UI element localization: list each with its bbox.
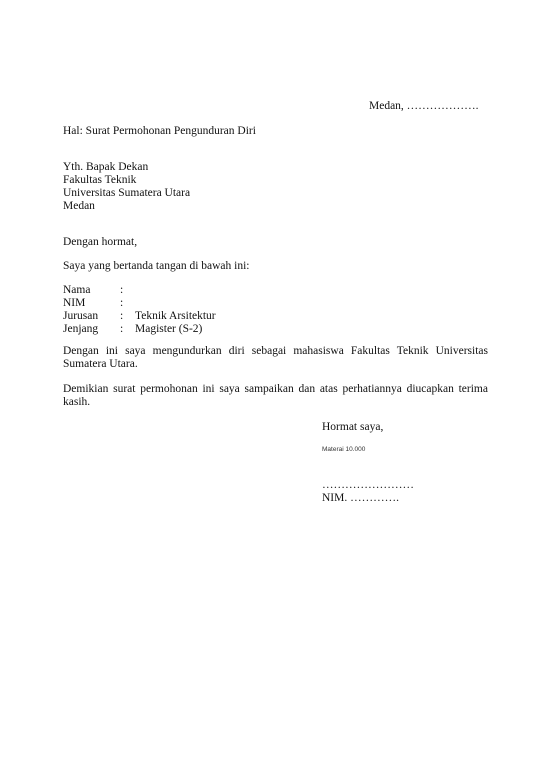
field-row-jurusan <box>63 310 363 323</box>
place-date: Medan, ………………. <box>369 100 479 112</box>
letter-subject: Hal: Surat Permohonan Pengunduran Diri <box>63 125 256 137</box>
field-colon: : <box>120 284 124 296</box>
intro-text: Saya yang bertanda tangan di bawah ini: <box>63 260 250 272</box>
field-label: Jurusan <box>63 310 99 322</box>
field-row-nim <box>63 297 363 310</box>
field-label: NIM <box>63 297 86 309</box>
recipient-line-4: Medan <box>63 200 95 212</box>
recipient-line-1: Yth. Bapak Dekan <box>63 161 149 173</box>
recipient-line-2: Fakultas Teknik <box>63 174 137 186</box>
field-value: Teknik Arsitektur <box>135 310 216 322</box>
field-colon: : <box>120 297 124 309</box>
identity-fields <box>63 284 363 336</box>
recipient-address <box>63 161 190 213</box>
field-row-nama <box>63 284 363 297</box>
field-row-jenjang <box>63 323 363 336</box>
recipient-line-3: Universitas Sumatera Utara <box>63 187 191 199</box>
greeting: Dengan hormat, <box>63 236 138 248</box>
body-paragraph: Dengan ini saya mengundurkan diri sebagai mahasiswa Fakultas Teknik Universitas Sumatera Utara. <box>63 345 488 370</box>
signature-name-line: …………………… <box>322 479 414 491</box>
field-label: Jenjang <box>63 323 99 335</box>
closing-paragraph: Demikian surat permohonan ini saya sampaikan dan atas perhatiannya diucapkan terima kasih. <box>63 383 488 408</box>
field-colon: : <box>120 323 124 335</box>
field-colon: : <box>120 310 124 322</box>
signature-closing: Hormat saya, <box>322 421 384 433</box>
field-label: Nama <box>63 284 91 296</box>
signature-nim-line: NIM. …………. <box>322 492 399 504</box>
field-value: Magister (S-2) <box>135 323 203 335</box>
materai-stamp-text: Materai 10.000 <box>322 446 366 453</box>
